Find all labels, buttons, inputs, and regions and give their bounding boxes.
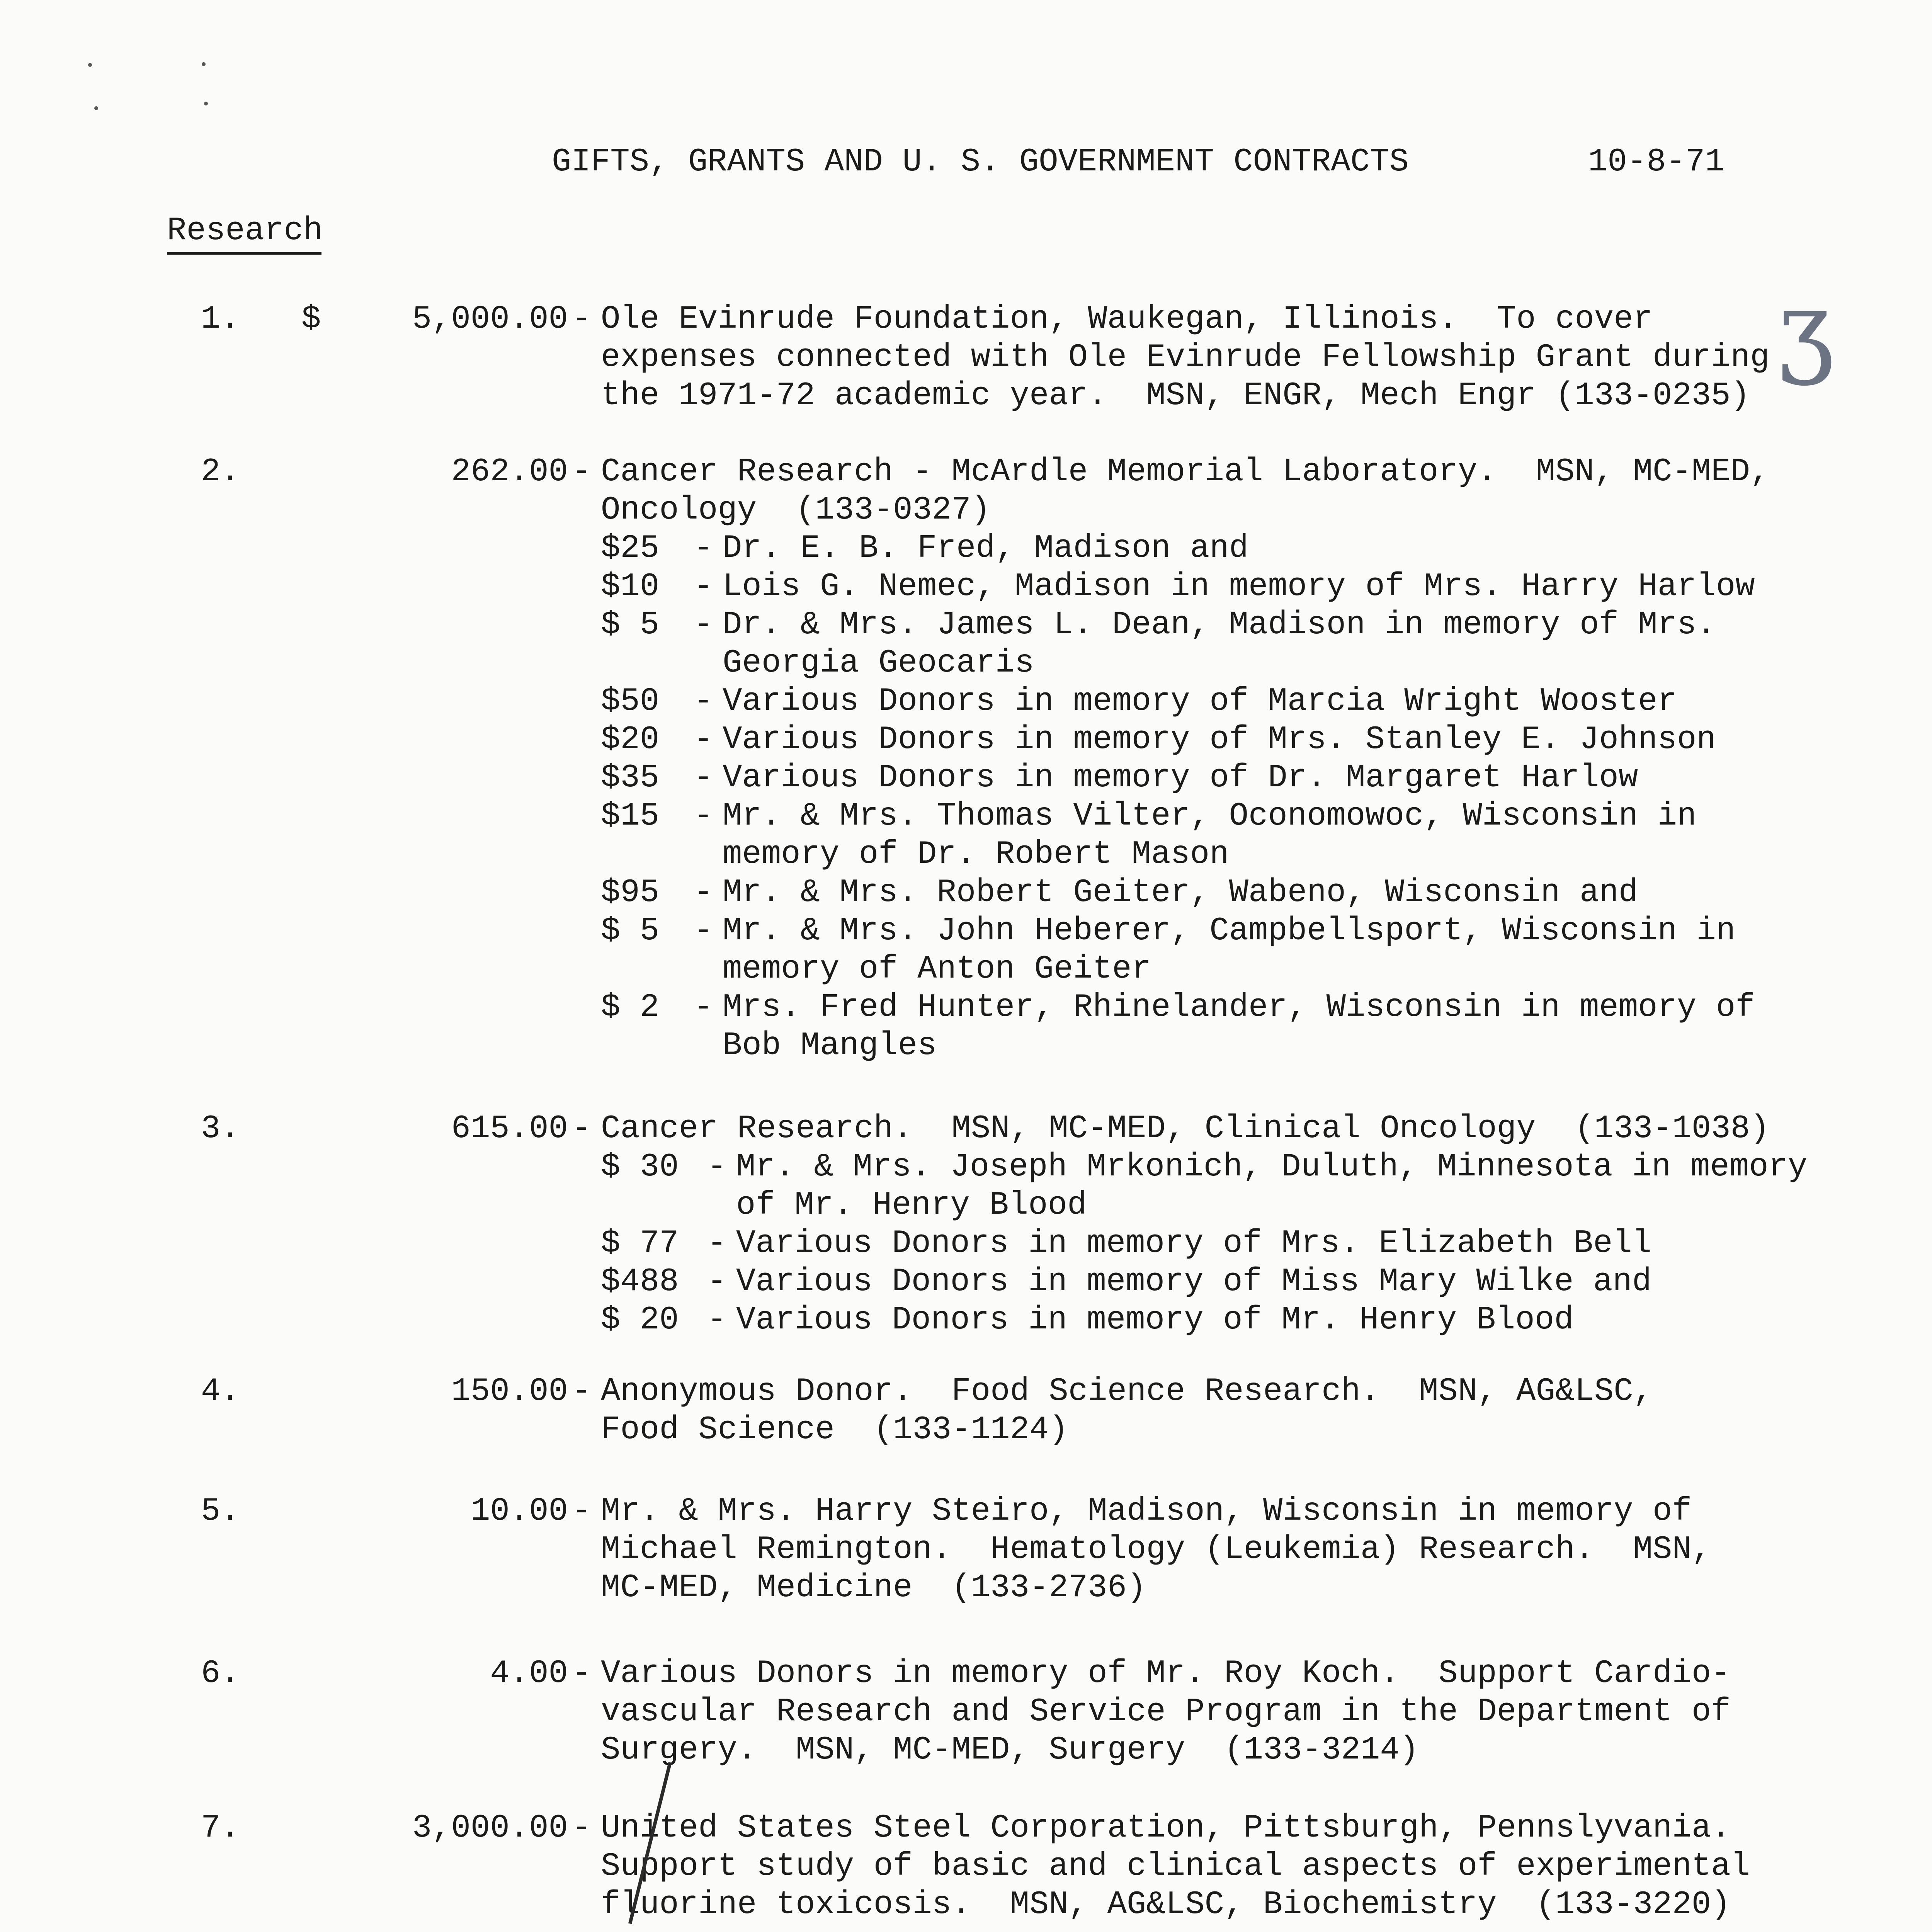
donor-line: memory of Dr. Robert Mason [723, 836, 1229, 873]
donor-amount: $95 [601, 874, 660, 911]
dash: - [694, 989, 713, 1026]
item-amount: 10.00 [470, 1493, 568, 1530]
donor-amount: $10 [601, 568, 660, 605]
dash: - [694, 913, 713, 949]
speck [204, 102, 208, 105]
donor-line: memory of Anton Geiter [723, 951, 1151, 988]
item-description-line: vascular Research and Service Program in the Department of [601, 1694, 1731, 1730]
dash: - [572, 1810, 592, 1847]
donor-amount: $50 [601, 683, 660, 720]
dash: - [572, 1373, 592, 1410]
donor-line: Mr. & Mrs. Robert Geiter, Wabeno, Wisconsin and [723, 874, 1638, 911]
item-description-line: Ole Evinrude Foundation, Waukegan, Illinois. To cover [601, 301, 1653, 338]
dash: - [572, 1111, 592, 1147]
donor-amount: $ 30 [601, 1149, 679, 1185]
donor-amount: $488 [601, 1264, 679, 1300]
donor-line: Dr. & Mrs. James L. Dean, Madison in memory of Mrs. [723, 607, 1716, 643]
dash: - [694, 683, 713, 720]
item-description-line: Anonymous Donor. Food Science Research. MSN, AG&LSC, [601, 1373, 1653, 1410]
item-number: 5. [201, 1493, 240, 1530]
item-description-line: MC-MED, Medicine (133-2736) [601, 1570, 1146, 1606]
dash: - [694, 874, 713, 911]
item-description-line: Cancer Research - McArdle Memorial Laboratory. MSN, MC-MED, [601, 454, 1770, 490]
donor-amount: $ 5 [601, 607, 660, 643]
item-amount: 262.00 [451, 454, 568, 490]
donor-amount: $20 [601, 721, 660, 758]
item-number: 2. [201, 454, 240, 490]
dash: - [572, 1655, 592, 1692]
item-description-line: Surgery. MSN, MC-MED, Surgery (133-3214) [601, 1732, 1419, 1769]
currency-symbol: $ [301, 301, 321, 338]
dash: - [694, 798, 713, 835]
dash: - [572, 1493, 592, 1530]
donor-line: Bob Mangles [723, 1027, 937, 1064]
item-description-line: United States Steel Corporation, Pittsburgh, Pennslyvania. [601, 1810, 1731, 1847]
donor-line: Mr. & Mrs. John Heberer, Campbellsport, Wisconsin in [723, 913, 1736, 949]
item-description-line: the 1971-72 academic year. MSN, ENGR, Mech Engr (133-0235) [601, 378, 1750, 414]
item-amount: 615.00 [451, 1111, 568, 1147]
item-description-line: expenses connected with Ole Evinrude Fellowship Grant during [601, 339, 1770, 376]
dash: - [707, 1302, 727, 1338]
donor-line: Mr. & Mrs. Thomas Vilter, Oconomowoc, Wisconsin in [723, 798, 1697, 835]
dash: - [707, 1149, 727, 1185]
dash: - [694, 607, 713, 643]
dash: - [707, 1225, 727, 1262]
item-description-line: Oncology (133-0327) [601, 492, 991, 529]
dash: - [694, 530, 713, 567]
section-heading: Research [167, 213, 323, 249]
donor-line: Various Donors in memory of Marcia Wright Wooster [723, 683, 1677, 720]
donor-line: Dr. E. B. Fred, Madison and [723, 530, 1249, 567]
donor-line: of Mr. Henry Blood [736, 1187, 1087, 1224]
donor-amount: $35 [601, 760, 660, 796]
donor-amount: $ 5 [601, 913, 660, 949]
document-date: 10-8-71 [1588, 144, 1725, 180]
donor-amount: $ 20 [601, 1302, 679, 1338]
donor-amount: $ 77 [601, 1225, 679, 1262]
donor-line: Various Donors in memory of Mrs. Stanley E. Johnson [723, 721, 1716, 758]
item-description-line: fluorine toxicosis. MSN, AG&LSC, Biochemistry (133-3220) [601, 1886, 1731, 1923]
dash: - [572, 454, 592, 490]
donor-line: Mrs. Fred Hunter, Rhinelander, Wisconsin in memory of [723, 989, 1755, 1026]
item-description-line: Various Donors in memory of Mr. Roy Koch. Support Cardio- [601, 1655, 1731, 1692]
donor-line: Various Donors in memory of Mr. Henry Blood [736, 1302, 1574, 1338]
item-number: 4. [201, 1373, 240, 1410]
dash: - [707, 1264, 727, 1300]
item-number: 3. [201, 1111, 240, 1147]
donor-line: Mr. & Mrs. Joseph Mrkonich, Duluth, Minnesota in memory [736, 1149, 1808, 1185]
item-amount: 4.00 [490, 1655, 568, 1692]
document-title: GIFTS, GRANTS AND U. S. GOVERNMENT CONTRACTS [552, 144, 1409, 180]
item-amount: 3,000.00 [412, 1810, 568, 1847]
item-description-line: Support study of basic and clinical aspects of experimental [601, 1848, 1750, 1885]
donor-line: Various Donors in memory of Miss Mary Wilke and [736, 1264, 1652, 1300]
speck [94, 106, 98, 110]
item-amount: 150.00 [451, 1373, 568, 1410]
dash: - [694, 568, 713, 605]
dash: - [572, 301, 592, 338]
item-amount: 5,000.00 [412, 301, 568, 338]
donor-amount: $15 [601, 798, 660, 835]
donor-line: Georgia Geocaris [723, 645, 1034, 682]
section-underline [167, 252, 321, 255]
item-number: 7. [201, 1810, 240, 1847]
donor-amount: $ 2 [601, 989, 660, 1026]
item-description-line: Cancer Research. MSN, MC-MED, Clinical Oncology (133-1038) [601, 1111, 1770, 1147]
handwritten-check-mark: ʒ [1777, 270, 1834, 387]
dash: - [694, 721, 713, 758]
donor-line: Various Donors in memory of Dr. Margaret Harlow [723, 760, 1638, 796]
speck [202, 62, 206, 66]
item-description-line: Mr. & Mrs. Harry Steiro, Madison, Wisconsin in memory of [601, 1493, 1692, 1530]
item-description-line: Michael Remington. Hematology (Leukemia) Research. MSN, [601, 1531, 1711, 1568]
item-number: 6. [201, 1655, 240, 1692]
donor-amount: $25 [601, 530, 660, 567]
speck [88, 63, 92, 67]
donor-line: Lois G. Nemec, Madison in memory of Mrs. Harry Harlow [723, 568, 1755, 605]
item-description-line: Food Science (133-1124) [601, 1412, 1068, 1448]
dash: - [694, 760, 713, 796]
donor-line: Various Donors in memory of Mrs. Elizabeth Bell [736, 1225, 1652, 1262]
item-number: 1. [201, 301, 240, 338]
